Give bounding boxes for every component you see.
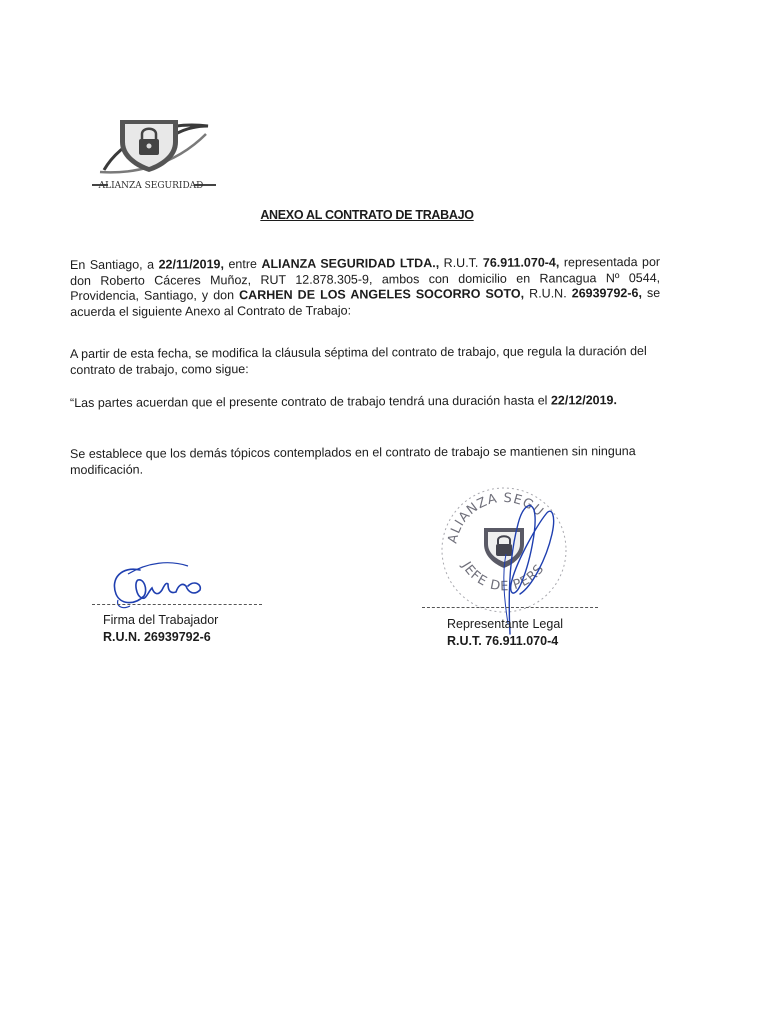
paragraph-other-topics: Se establece que los demás tópicos contemplados en el contrato de trabajo se mantienen sin ninguna modificación. bbox=[70, 444, 636, 477]
logo-wordmark: ALIANZA SEGURIDAD bbox=[98, 181, 204, 191]
employer-signature-block bbox=[447, 616, 563, 650]
worker-run: 26939792-6, bbox=[571, 286, 642, 301]
employer-signature-line bbox=[422, 607, 598, 608]
p1-text-1: En Santiago, a bbox=[70, 257, 159, 272]
worker-signature-block bbox=[103, 612, 218, 646]
paragraph-modification: A partir de esta fecha, se modifica la cláusula séptima del contrato de trabajo, que regula la duración del contrato de trabajo, como sigue: bbox=[70, 343, 647, 377]
stamp-bottom-text: JEFE DE PERS bbox=[458, 559, 548, 595]
p1-text-6: se acuerda el siguiente Anexo al Contrato de Trabajo: bbox=[70, 285, 661, 319]
company-logo bbox=[90, 112, 220, 194]
contract-end-date: 22/12/2019. bbox=[550, 393, 618, 408]
worker-run-label: R.U.N. 26939792-6 bbox=[103, 630, 211, 644]
worker-signature-line bbox=[92, 604, 262, 605]
worker-signature-label: Firma del Trabajador bbox=[103, 613, 219, 627]
worker-name: CARHEN DE LOS ANGELES SOCORRO SOTO, bbox=[239, 286, 525, 303]
paragraph-clause-quote bbox=[70, 393, 660, 412]
p1-text-2: entre bbox=[223, 256, 262, 272]
company-rut: 76.911.070-4, bbox=[482, 255, 560, 270]
document-title: ANEXO AL CONTRATO DE TRABAJO bbox=[260, 208, 474, 222]
employer-signature-label: Representante Legal bbox=[447, 617, 564, 631]
worker-handwritten-signature bbox=[108, 556, 208, 614]
employer-rut-label: R.U.T. 76.911.070-4 bbox=[447, 634, 559, 648]
p1-text-3: R.U.T. bbox=[439, 255, 483, 271]
paragraph-parties bbox=[70, 255, 660, 320]
p1-text-5: R.U.N. bbox=[524, 286, 572, 301]
p1-text-4: representada por don Roberto Cáceres Muñoz, RUT 12.878.305-9, ambos con domicilio en Rancagua Nº 0544, Providencia, Santiago, y don bbox=[70, 254, 661, 303]
clause-text: “Las partes acuerdan que el presente contrato de trabajo tendrá una duración hasta el bbox=[70, 393, 551, 410]
agreement-date: 22/11/2019, bbox=[158, 257, 224, 272]
stamp-top-text: ALIANZA SEGU bbox=[445, 490, 547, 545]
company-name: ALIANZA SEGURIDAD LTDA., bbox=[261, 256, 440, 271]
